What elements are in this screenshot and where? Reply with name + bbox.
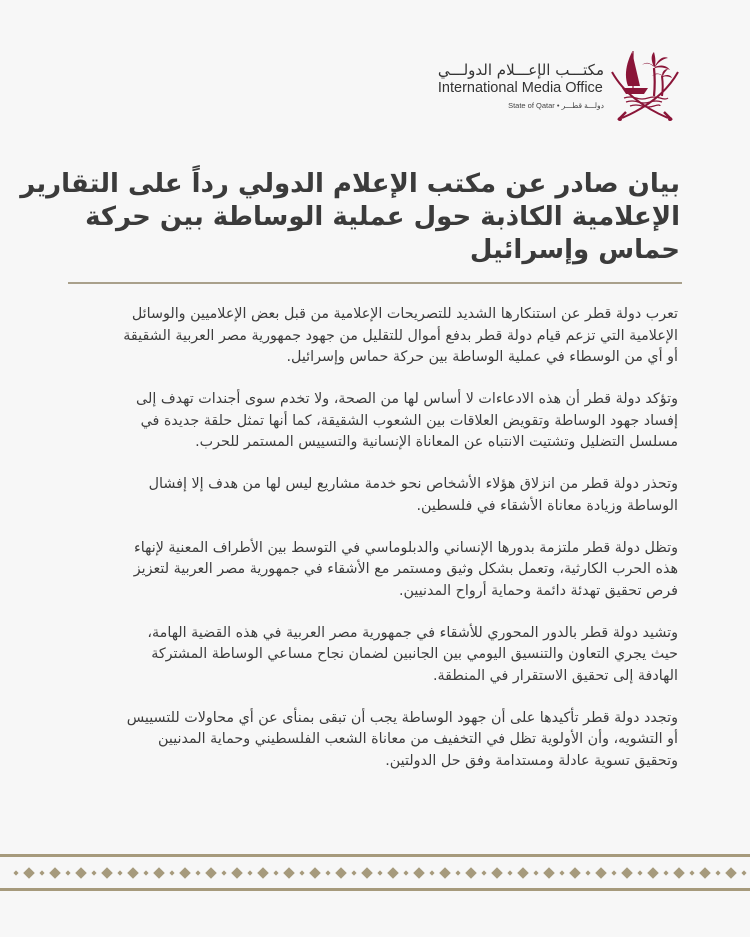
small-diamond-icon (117, 870, 122, 875)
paragraph-line: أو التشويه، وأن الأولوية تظل في التخفيف من معاناة الشعب الفلسطيني وحماية المدنيين (158, 731, 678, 747)
small-diamond-icon (637, 870, 642, 875)
large-diamond-icon (725, 867, 737, 879)
paragraph-line: حيث يجري التعاون والتنسيق اليومي بين الجانبين لضمان نجاح مساعي الوساطة المشتركة (151, 646, 678, 662)
small-diamond-icon (351, 870, 356, 875)
large-diamond-icon (257, 867, 269, 879)
small-diamond-icon (715, 870, 720, 875)
logo-text (438, 61, 604, 110)
large-diamond-icon (413, 867, 425, 879)
title-divider (68, 282, 682, 284)
paragraph-line: الهادفة إلى تحقيق الاستقرار في المنطقة. (432, 667, 678, 684)
logo-subtitle: State of Qatar • دولـــة قطـــر (508, 100, 604, 110)
large-diamond-icon (179, 867, 191, 879)
large-diamond-icon (75, 867, 87, 879)
paragraph-line: هذه الحرب الكارثية، وتعمل بشكل وثيق ومستمر مع الأشقاء في جمهورية مصر العربية لتعزيز (133, 561, 678, 577)
paragraph-line: الوساطة وزيادة معاناة الأشقاء في فلسطين. (416, 497, 678, 514)
small-diamond-icon (611, 870, 616, 875)
small-diamond-icon (39, 870, 44, 875)
large-diamond-icon (673, 867, 685, 879)
paragraph-6 (66, 708, 678, 773)
small-diamond-icon (585, 870, 590, 875)
qatar-state-emblem-icon (610, 46, 680, 124)
paragraph-line: مسلسل التضليل وتشتيت الانتباه عن المعاناة الإنسانية والتسييس المستمر للحرب. (195, 434, 678, 450)
large-diamond-icon (309, 867, 321, 879)
footer-line-bottom (0, 888, 750, 891)
small-diamond-icon (195, 870, 200, 875)
small-diamond-icon (325, 870, 330, 875)
small-diamond-icon (403, 870, 408, 875)
large-diamond-icon (699, 867, 711, 879)
large-diamond-icon (621, 867, 633, 879)
large-diamond-icon (335, 867, 347, 879)
large-diamond-icon (465, 867, 477, 879)
paragraph-line: وتحذر دولة قطر من انزلاق هؤلاء الأشخاص نحو خدمة مشاريع ليس لها من هدف إلا إفشال (148, 476, 678, 492)
paragraph-1 (66, 304, 678, 369)
large-diamond-icon (49, 867, 61, 879)
large-diamond-icon (439, 867, 451, 879)
paragraph-line: وتشيد دولة قطر بالدور المحوري للأشقاء في جمهورية مصر العربية في هذه القضية الهامة، (147, 624, 678, 641)
small-diamond-icon (455, 870, 460, 875)
paragraph-2 (66, 389, 678, 454)
large-diamond-icon (231, 867, 243, 879)
small-diamond-icon (663, 870, 668, 875)
large-diamond-icon (361, 867, 373, 879)
logo-block (438, 46, 680, 124)
large-diamond-icon (127, 867, 139, 879)
title-line: الإعلامية الكاذبة حول عملية الوساطة بين حركة (85, 202, 680, 232)
paragraph-line: وتؤكد دولة قطر أن هذه الادعاءات لا أساس لها من الصحة، ولا تخدم سوى أجندات تهدف إلى (136, 391, 678, 407)
small-diamond-icon (299, 870, 304, 875)
footer-line-top (0, 854, 750, 857)
small-diamond-icon (221, 870, 226, 875)
small-diamond-icon (169, 870, 174, 875)
large-diamond-icon (283, 867, 295, 879)
paragraph-line: وتحقيق تسوية عادلة ومستدامة وفق حل الدولتين. (385, 752, 678, 769)
large-diamond-icon (517, 867, 529, 879)
paragraph-4 (66, 538, 678, 603)
small-diamond-icon (377, 870, 382, 875)
small-diamond-icon (13, 870, 18, 875)
paragraph-line: الإعلامية التي تزعم قيام دولة قطر بدفع أموال للتقليل من جهود جمهورية مصر العربية الشقيقة (123, 327, 678, 344)
large-diamond-icon (205, 867, 217, 879)
small-diamond-icon (507, 870, 512, 875)
small-diamond-icon (91, 870, 96, 875)
large-diamond-icon (101, 867, 113, 879)
paragraph-line: إفساد جهود الوساطة وتقويض العلاقات بين الشعوب الشقيقة، كما أنها تمثل حلقة جديدة في (140, 412, 678, 429)
document-title (20, 168, 680, 267)
large-diamond-icon (543, 867, 555, 879)
paragraph-3 (66, 474, 678, 517)
large-diamond-icon (491, 867, 503, 879)
paragraph-line: تعرب دولة قطر عن استنكارها الشديد للتصريحات الإعلامية من قبل بعض الإعلاميين والوسائل (131, 306, 678, 322)
paragraph-line: وتجدد دولة قطر تأكيدها على أن جهود الوساطة يجب أن تبقى بمنأى عن أي محاولات للتسييس (126, 709, 678, 726)
statement-body (66, 304, 678, 793)
small-diamond-icon (559, 870, 564, 875)
small-diamond-icon (247, 870, 252, 875)
paragraph-line: فرص تحقيق تهدئة دائمة وحماية أرواح المدنيين. (398, 582, 678, 599)
paragraph-5 (66, 623, 678, 688)
large-diamond-icon (23, 867, 35, 879)
large-diamond-icon (387, 867, 399, 879)
small-diamond-icon (481, 870, 486, 875)
large-diamond-icon (153, 867, 165, 879)
title-line: بيان صادر عن مكتب الإعلام الدولي رداً على التقارير (20, 169, 680, 199)
small-diamond-icon (65, 870, 70, 875)
logo-arabic-name: مكتـــب الإعـــلام الدولـــي (437, 60, 604, 79)
paragraph-line: وتظل دولة قطر ملتزمة بدورها الإنساني والدبلوماسي في التوسط بين الأطراف المعنية لإنهاء (134, 539, 678, 556)
large-diamond-icon (647, 867, 659, 879)
diamond-ornament-row (0, 863, 750, 883)
large-diamond-icon (569, 867, 581, 879)
small-diamond-icon (741, 870, 746, 875)
small-diamond-icon (143, 870, 148, 875)
footer-ornament-border (0, 853, 750, 893)
title-line: حماس وإسرائيل (469, 235, 680, 265)
large-diamond-icon (595, 867, 607, 879)
logo-english-name: International Media Office (437, 79, 603, 96)
small-diamond-icon (273, 870, 278, 875)
small-diamond-icon (689, 870, 694, 875)
paragraph-line: أو أي من الوسطاء في عملية الوساطة بين حركة حماس وإسرائيل. (286, 349, 678, 365)
small-diamond-icon (533, 870, 538, 875)
small-diamond-icon (429, 870, 434, 875)
